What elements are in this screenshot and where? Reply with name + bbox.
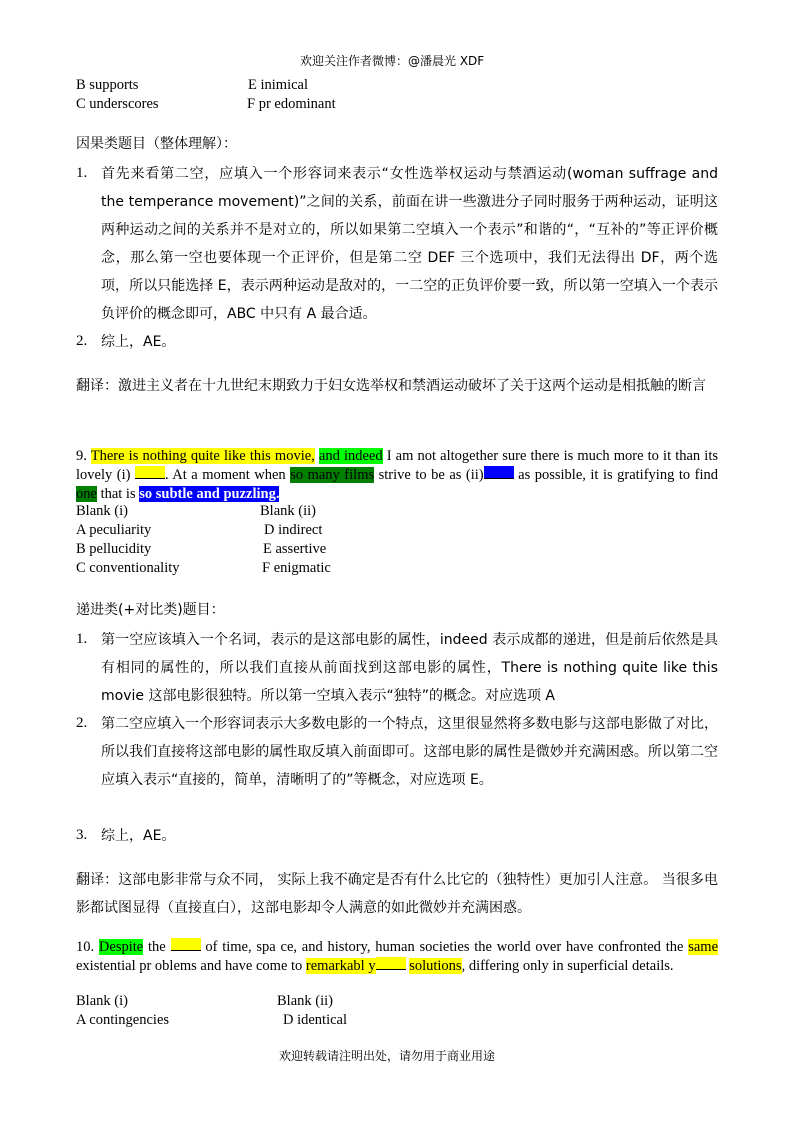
translation-text: 翻译：激进主义者在十九世纪末期致力于妇女选举权和禁酒运动破坏了关于这两个运动是相抵触的断言 <box>76 378 706 394</box>
blank-i <box>171 938 201 951</box>
option-a: A peculiarity <box>76 522 152 538</box>
list-number: 2. <box>76 333 88 349</box>
list-item: 第一空应该填入一个名词，表示的是这部电影的属性，indeed 表示成都的递进，但是前后依然是具有相同的属性的，所以我们直接从前面找到这部电影的属性，There is nothing quite like this movie 这部电影很独特。所以第一空填入表示“独特”的概念。对应选项 A <box>101 632 718 704</box>
page-header: 欢迎关注作者微博：@潘晨光 XDF <box>300 54 485 68</box>
option-a: A contingencies <box>76 1012 170 1028</box>
option-b: B supports <box>76 77 139 93</box>
section-heading-causal: 因果类题目（整体理解）： <box>76 136 237 152</box>
list-number: 2. <box>76 715 88 731</box>
highlight-green: Despite <box>98 939 144 955</box>
list-item: 综上，AE。 <box>101 828 176 844</box>
option-c: C conventionality <box>76 560 180 576</box>
highlight-yellow: There is nothing quite like this movie, <box>90 448 315 464</box>
blank-i-label: Blank (i) <box>76 503 128 519</box>
option-e: E inimical <box>248 77 308 93</box>
option-c: C underscores <box>76 96 159 112</box>
list-number: 1. <box>76 631 88 647</box>
option-f: F pr edominant <box>247 96 336 112</box>
blank-i <box>135 466 165 479</box>
highlight-yellow: remarkabl y <box>305 958 376 974</box>
highlight-darkgreen: so many films <box>290 467 375 483</box>
option-f: F enigmatic <box>262 560 331 576</box>
option-e: E assertive <box>263 541 327 557</box>
list-item: 第二空应填入一个形容词表示大多数电影的一个特点，这里很显然将多数电影与这部电影做了对比，所以我们直接将这部电影的属性取反填入前面即可。这部电影的属性是微妙并充满困惑。所以第二空应填入表示“直接的，简单，清晰明了的”等概念，对应选项 E。 <box>101 716 718 788</box>
option-d: D identical <box>283 1012 348 1028</box>
list-item: 综上，AE。 <box>101 334 176 350</box>
highlight-yellow: solutions <box>409 958 462 974</box>
blank-ii-label: Blank (ii) <box>260 503 316 519</box>
section-heading-progressive: 递进类(+对比类)题目： <box>76 602 225 618</box>
blank-ii <box>376 957 406 970</box>
highlight-yellow: same <box>688 939 719 955</box>
highlight-green: and indeed <box>318 448 383 464</box>
blank-ii-label: Blank (ii) <box>277 993 333 1009</box>
list-item: 首先来看第二空，应填入一个形容词来表示“女性选举权运动与禁酒运动(woman suffrage and the temperance movement)”之间的关系，前面在讲一些激进分子同时服务于两种运动，证明这两种运动之间的关系并不是对立的，所以如果第二空填入一个表示”和谐的“，“互补的”等正评价概念，那么第一空也要体现一个正评价，但是第二空 DEF 三个选项中，我们无法得出 DF，两个选项，所以只能选择 E，表示两种运动是敌对的，一二空的正负评价要一致，所以第一空填入一个表示负评价的概念即可，ABC 中只有 A 最合适。 <box>101 166 718 322</box>
question-10-text: 10. Despite the of time, spa ce, and history, human societies the world over have confronted the same existential pr oblems and have come to remarkabl y solutions, differing only in superficial details. <box>76 939 719 974</box>
list-number: 1. <box>76 165 88 181</box>
option-b: B pellucidity <box>76 541 152 557</box>
highlight-darkgreen: one <box>76 486 97 502</box>
translation-text: 翻译：这部电影非常与众不同， 实际上我不确定是否有什么比它的（独特性）更加引人注意。 当很多电影都试图显得（直接直白），这部电影却令人满意的如此微妙并充满困惑。 <box>76 872 718 916</box>
page-footer: 欢迎转载请注明出处，请勿用于商业用途 <box>279 1049 496 1063</box>
list-number: 3. <box>76 827 88 843</box>
option-d: D indirect <box>264 522 323 538</box>
blank-i-label: Blank (i) <box>76 993 128 1009</box>
highlight-blue: so subtle and puzzling. <box>139 486 280 502</box>
question-9-text: 9. There is nothing quite like this movie, and indeed I am not altogether sure there is much more to it than its lovely (i) . At a moment when so many films strive to be as (ii) as possible, it is gratifying to find one that is so subtle and puzzling. <box>76 448 718 502</box>
blank-ii <box>484 466 514 479</box>
